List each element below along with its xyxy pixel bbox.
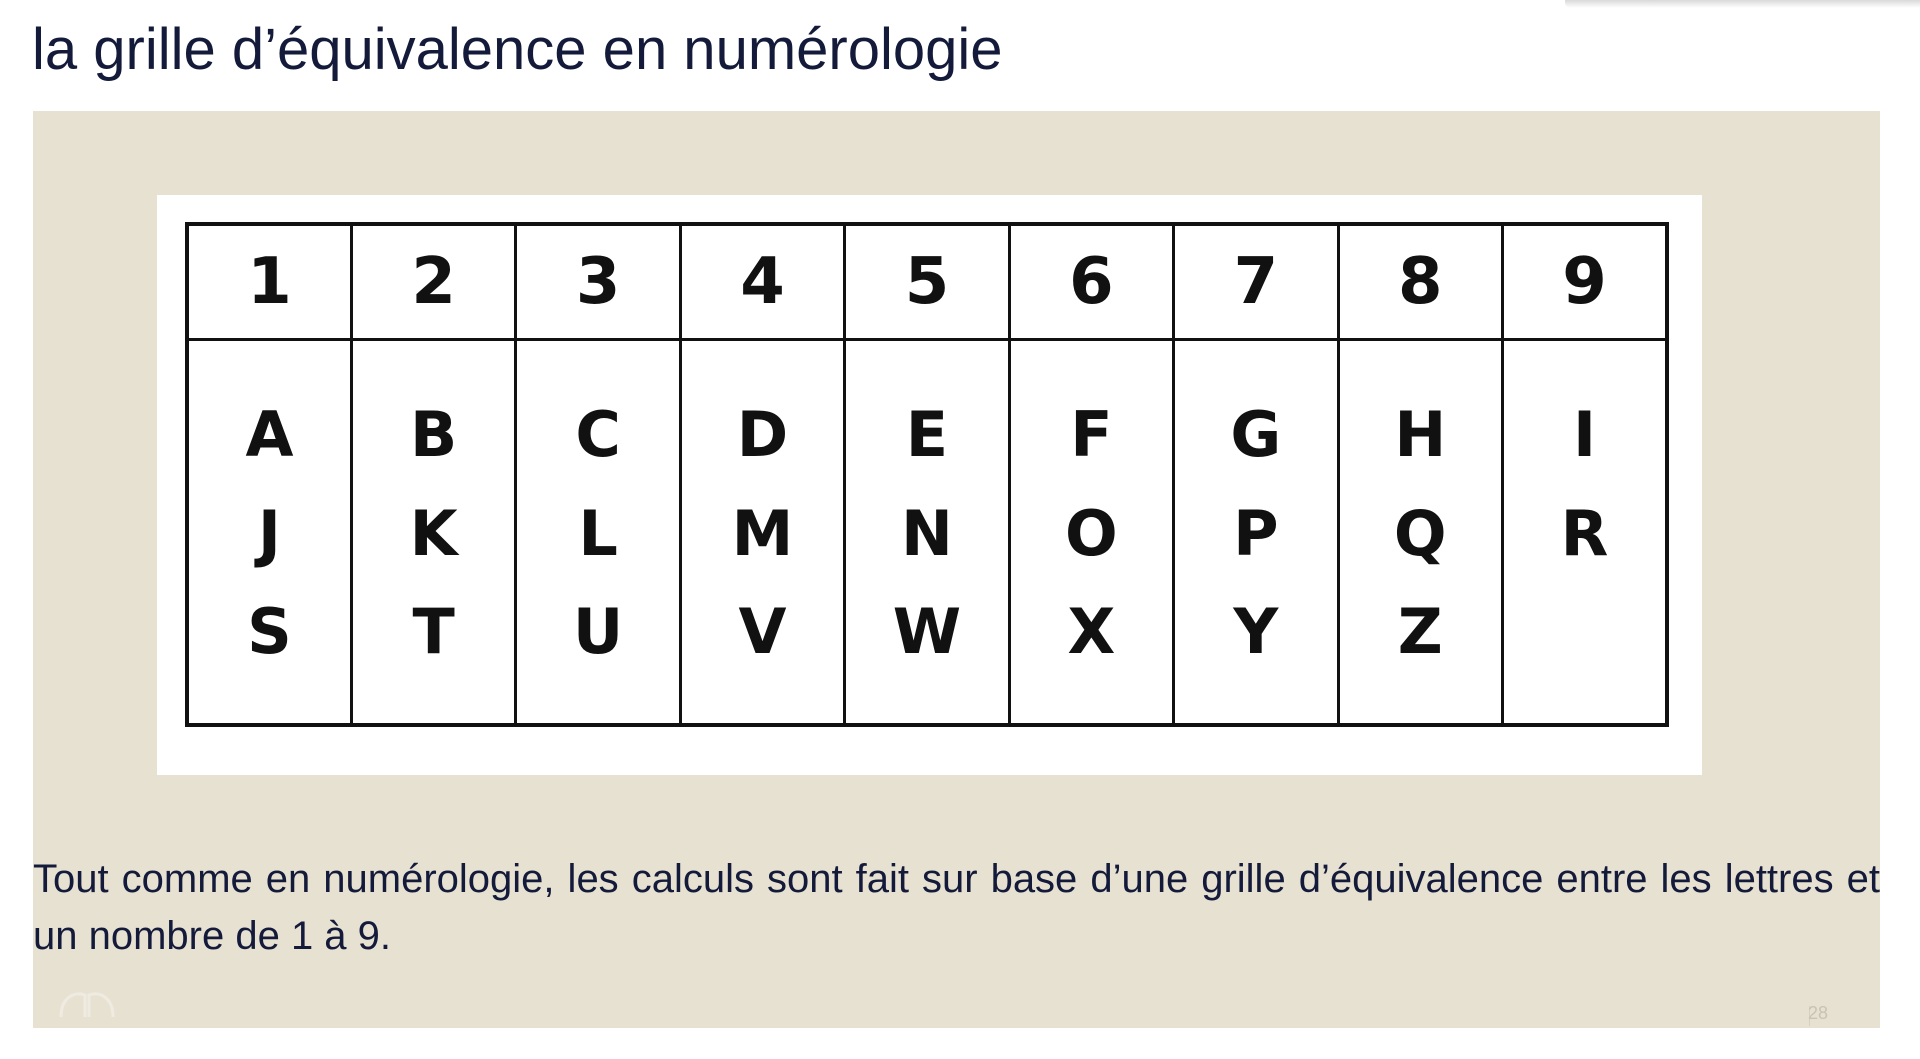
grid-cell: F [1009, 340, 1173, 476]
grid-cell-empty [1503, 591, 1668, 725]
grid-cell: N [845, 475, 1009, 591]
grid-header-cell: 3 [516, 224, 680, 340]
grid-cell: V [680, 591, 844, 725]
grid-header-cell: 2 [351, 224, 515, 340]
grid-header-cell: 4 [680, 224, 844, 340]
description-text: Tout comme en numérologie, les calculs sont fait sur base d’une grille d’équivalence entre les lettres et un nombre de 1 à 9. [33, 857, 1880, 958]
grid-cell: Y [1174, 591, 1338, 725]
grid-row [187, 591, 1667, 725]
grid-header-cell: 9 [1503, 224, 1668, 340]
grid-cell: L [516, 475, 680, 591]
grid-row [187, 340, 1667, 476]
watermark-logo-icon [55, 983, 119, 1023]
grid-cell: A [187, 340, 351, 476]
grid-cell: C [516, 340, 680, 476]
grid-cell: Z [1338, 591, 1502, 725]
grid-header-cell: 6 [1009, 224, 1173, 340]
grid-header-cell: 7 [1174, 224, 1338, 340]
grid-header-cell: 8 [1338, 224, 1502, 340]
grid-cell: Q [1338, 475, 1502, 591]
grid-cell: R [1503, 475, 1668, 591]
grid-cell: H [1338, 340, 1502, 476]
top-edge-shadow [1565, 0, 1920, 8]
equivalence-grid-image [157, 195, 1702, 775]
grid-cell: M [680, 475, 844, 591]
grid-cell: J [187, 475, 351, 591]
grid-cell: W [845, 591, 1009, 725]
equivalence-grid-table [185, 222, 1669, 727]
grid-cell: B [351, 340, 515, 476]
slide-title: la grille d’équivalence en numérologie [32, 17, 1003, 82]
grid-header-cell: 1 [187, 224, 351, 340]
content-panel [33, 111, 1880, 1028]
grid-cell: D [680, 340, 844, 476]
grid-row [187, 475, 1667, 591]
grid-cell: E [845, 340, 1009, 476]
grid-cell: I [1503, 340, 1668, 476]
grid-cell: X [1009, 591, 1173, 725]
grid-header-cell: 5 [845, 224, 1009, 340]
grid-cell: K [351, 475, 515, 591]
grid-header-row [187, 224, 1667, 340]
grid-cell: P [1174, 475, 1338, 591]
grid-cell: T [351, 591, 515, 725]
grid-cell: G [1174, 340, 1338, 476]
page-number: 28 [1807, 1003, 1828, 1023]
grid-cell: O [1009, 475, 1173, 591]
grid-cell: S [187, 591, 351, 725]
grid-cell: U [516, 591, 680, 725]
